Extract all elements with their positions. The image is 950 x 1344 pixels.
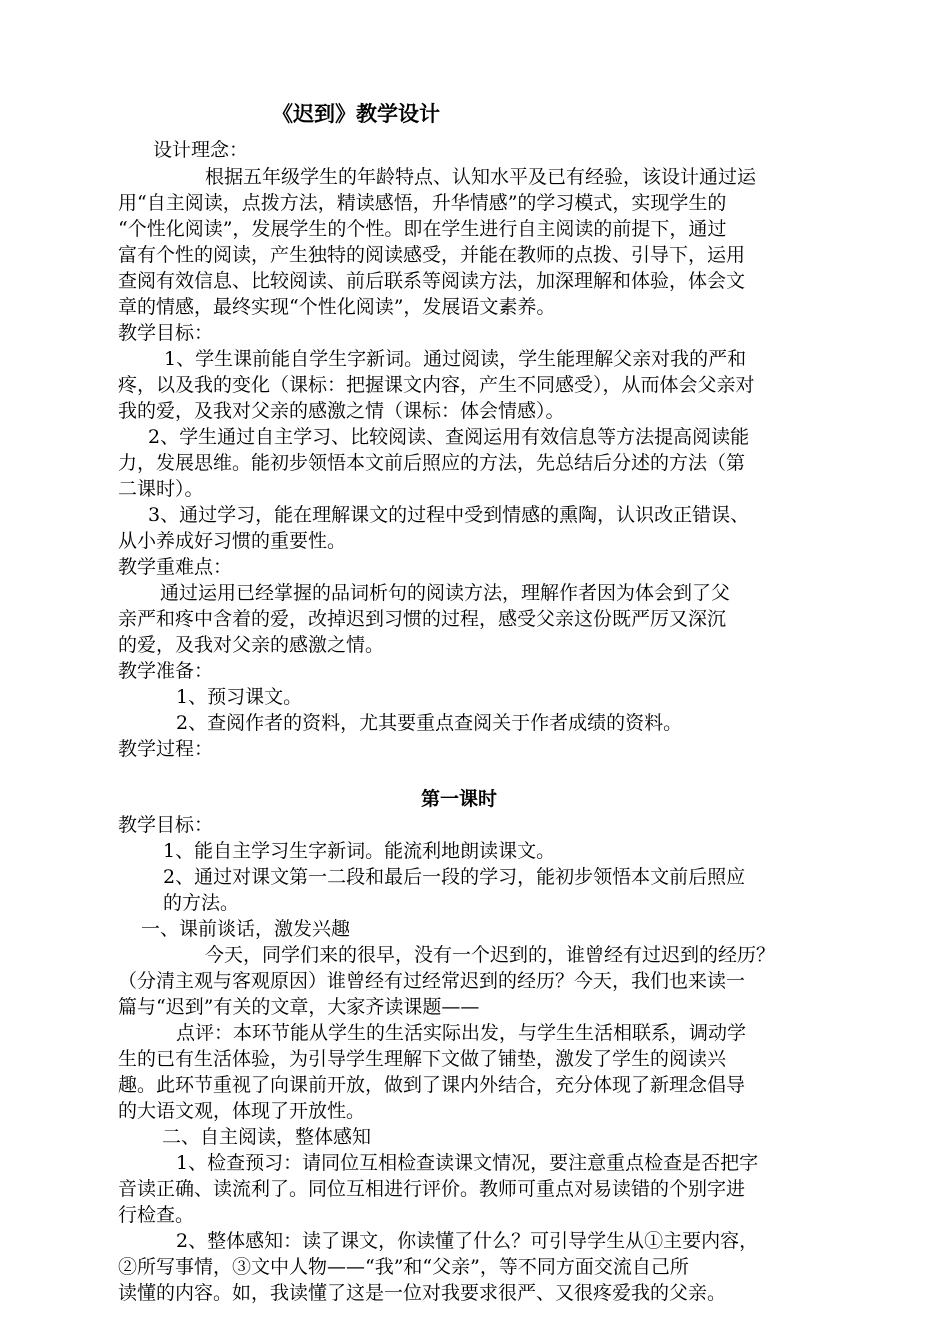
paragraph-line: 我的爱，及我对父亲的感激之情（课标：体会情感）。 xyxy=(118,400,565,422)
paragraph-line: 根据五年级学生的年龄特点、认知水平及已有经验，该设计通过运 xyxy=(205,166,757,188)
comment-line: 点评：本环节能从学生的生活实际出发，与学生生活相联系，调动学 xyxy=(176,1022,747,1044)
paragraph-line: 1、学生课前能自学生字新词。通过阅读，学生能理解父亲对我的严和 xyxy=(164,348,747,370)
process-heading: 教学过程： xyxy=(118,738,214,760)
paragraph-line: 的爱，及我对父亲的感激之情。 xyxy=(118,634,385,656)
document-title: 《迟到》教学设计 xyxy=(272,101,440,126)
comment-line: 趣。此环节重视了向课前开放，做到了课内外结合，充分体现了新理念倡导 xyxy=(118,1074,746,1096)
paragraph-line: 从小养成好习惯的重要性。 xyxy=(118,530,347,552)
paragraph-line: 1、检查预习：请同位互相检查读课文情况，要注意重点检查是否把字 xyxy=(176,1152,759,1174)
paragraph-line: 力，发展思维。能初步领悟本文前后照应的方法，先总结后分述的方法（第 xyxy=(118,452,746,474)
paragraph-line: 亲严和疼中含着的爱，改掉迟到习惯的过程，感受父亲这份既严厉又深沉 xyxy=(118,608,727,630)
preparation-heading: 教学准备： xyxy=(118,660,214,682)
paragraph-line: 今天，同学们来的很早，没有一个迟到的，谁曾经有过迟到的经历？ xyxy=(205,944,776,966)
paragraph-line: （分清主观与客观原因）谁曾经有过经常迟到的经历？今天，我们也来读一 xyxy=(118,970,746,992)
paragraph-line: ②所写事情，③文中人物——“我”和“父亲”，等不同方面交流自己所 xyxy=(118,1256,689,1278)
key-points-heading: 教学重难点： xyxy=(118,556,233,578)
step2-heading: 二、自主阅读，整体感知 xyxy=(162,1126,372,1148)
paragraph-line: 用“自主阅读，点拨方法，精读感悟，升华情感”的学习模式，实现学生的 xyxy=(118,192,727,214)
paragraph-line: 2、整体感知：读了课文，你读懂了什么？可引导学生从①主要内容， xyxy=(176,1230,759,1252)
paragraph-line: 2、学生通过自主学习、比较阅读、查阅运用有效信息等方法提高阅读能 xyxy=(148,426,750,448)
paragraph-line: 行检查。 xyxy=(118,1204,195,1226)
paragraph-line: 篇与“迟到”有关的文章，大家齐读课题—— xyxy=(118,996,480,1018)
comment-line: 的大语文观，体现了开放性。 xyxy=(118,1100,366,1122)
paragraph-line: 疼，以及我的变化（课标：把握课文内容，产生不同感受），从而体会父亲对 xyxy=(118,374,755,396)
comment-line: 生的已有生活体验，为引导学生理解下文做了铺垫，激发了学生的阅读兴 xyxy=(118,1048,727,1070)
paragraph-line: 1、预习课文。 xyxy=(176,686,303,708)
paragraph-line: 二课时）。 xyxy=(118,478,204,500)
paragraph-line: 1、能自主学习生字新词。能流利地朗读课文。 xyxy=(163,840,556,862)
paragraph-line: 2、通过对课文第一二段和最后一段的学习，能初步领悟本文前后照应 xyxy=(163,866,746,888)
paragraph-line: 2、查阅作者的资料，尤其要重点查阅关于作者成绩的资料。 xyxy=(176,712,683,734)
step1-heading: 一、课前谈话，激发兴趣 xyxy=(141,918,351,940)
paragraph-line: 读懂的内容。如，我读懂了这是一位对我要求很严、又很疼爱我的父亲。 xyxy=(118,1282,727,1304)
paragraph-line: 查阅有效信息、比较阅读、前后联系等阅读方法，加深理解和体验，体会文 xyxy=(118,270,746,292)
paragraph-line: 音读正确、读流利了。同位互相进行评价。教师可重点对易读错的个别字进 xyxy=(118,1178,746,1200)
paragraph-line: 的方法。 xyxy=(163,892,240,914)
paragraph-line: 章的情感，最终实现“个性化阅读”，发展语文素养。 xyxy=(118,296,556,318)
paragraph-line: “个性化阅读”，发展学生的个性。即在学生进行自主阅读的前提下，通过 xyxy=(118,218,727,240)
paragraph-line: 富有个性的阅读，产生独特的阅读感受，并能在教师的点拨、引导下，运用 xyxy=(118,244,746,266)
teaching-goals-heading: 教学目标： xyxy=(118,322,214,344)
paragraph-line: 3、通过学习，能在理解课文的过程中受到情感的熏陶，认识改正错误、 xyxy=(148,504,750,526)
paragraph-line: 通过运用已经掌握的品词析句的阅读方法，理解作者因为体会到了父 xyxy=(160,582,731,604)
lesson-goals-heading: 教学目标： xyxy=(118,814,214,836)
design-concept-heading: 设计理念： xyxy=(153,139,249,161)
lesson-heading: 第一课时 xyxy=(421,788,498,810)
